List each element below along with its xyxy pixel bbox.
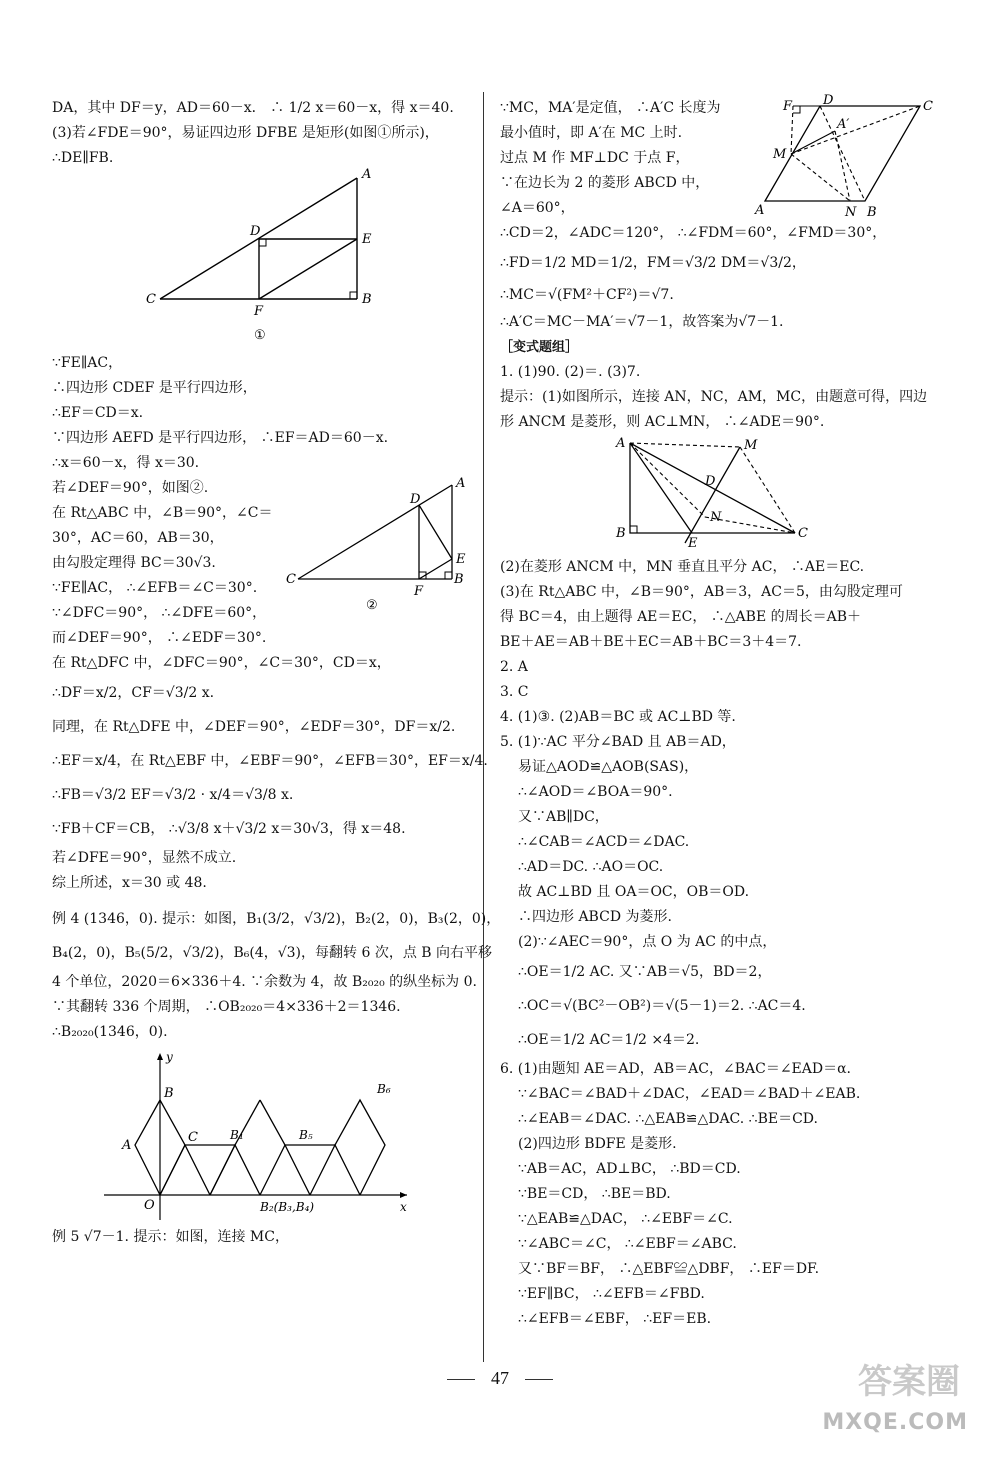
svg-text:A: A bbox=[122, 1138, 132, 1153]
point-label: A bbox=[362, 167, 372, 182]
svg-text:M: M bbox=[744, 438, 758, 453]
figure-caption: ① bbox=[254, 328, 266, 343]
text-line: ∵FE∥AC， ∴∠EFB＝∠C＝30°. bbox=[52, 580, 258, 596]
svg-text:F: F bbox=[783, 99, 793, 114]
text-line: 由勾股定理得 BC＝30√3. bbox=[52, 555, 216, 571]
text-line: ∴EF＝CD＝x. bbox=[52, 405, 144, 421]
text-line: (3)若∠FDE＝90°，易证四边形 DFBE 是矩形(如图①所示)， bbox=[52, 125, 439, 141]
text-line: 在 Rt△DFC 中，∠DFC＝90°，∠C＝30°，CD＝x， bbox=[52, 655, 391, 671]
text-line: ∴∠EFB＝∠EBF， ∴EF＝EB. bbox=[518, 1311, 712, 1327]
text-line: 故 AC⊥BD 且 OA＝OC，OB＝OD. bbox=[518, 884, 750, 900]
text-line: ∴∠EAB＝∠DAC. ∴△EAB≌△DAC. ∴BE＝CD. bbox=[518, 1111, 818, 1127]
text-line: ∴A′C＝MC－MA′＝√7－1，故答案为√7－1. bbox=[500, 314, 784, 330]
text-line: ∵∠BAC＝∠BAD＋∠DAC，∠EAD＝∠BAD＋∠EAB. bbox=[518, 1086, 861, 1102]
svg-text:D: D bbox=[823, 93, 834, 108]
figure-1 bbox=[52, 167, 472, 351]
text-line: 又∵BF＝BF， ∴△EBF≌△DBF， ∴EF＝DF. bbox=[518, 1261, 820, 1277]
text-line: ∠A＝60°， bbox=[500, 200, 575, 216]
example-4-line: B₄(2，0)，B₅(5/2，√3/2)，B₆(4，√3)，每翻转 6 次，点 B 向右平移 bbox=[52, 945, 493, 961]
svg-text:N: N bbox=[710, 510, 722, 525]
svg-text:M: M bbox=[773, 147, 787, 162]
svg-text:B: B bbox=[454, 572, 464, 587]
text-line: ∵AB＝AC，AD⊥BC， ∴BD＝CD. bbox=[518, 1161, 741, 1177]
svg-text:B₅: B₅ bbox=[299, 1128, 313, 1142]
answer-line: 5. (1)∵AC 平分∠BAD 且 AB＝AD， bbox=[500, 734, 736, 750]
text-line: ∴∠CAB＝∠ACD＝∠DAC. bbox=[518, 834, 690, 850]
text-line: ∴四边形 CDEF 是平行四边形， bbox=[52, 380, 257, 396]
section-title: ［变式题组］ bbox=[500, 340, 579, 355]
point-label: E bbox=[362, 232, 372, 247]
text-line: (2)∵∠AEC＝90°，点 O 为 AC 的中点， bbox=[518, 934, 777, 950]
answer-line: 6. (1)由题知 AE＝AD，AB＝AC，∠BAC＝∠EAD＝α. bbox=[500, 1061, 852, 1077]
text-line: (3)在 Rt△ABC 中，∠B＝90°，AB＝3，AC＝5，由勾股定理可 bbox=[500, 584, 903, 600]
text-line: 提示：(1)如图所示，连接 AN，NC，AM，MC，由题意可得，四边 bbox=[500, 389, 928, 405]
text-line: DA，其中 DF＝y，AD＝60－x． ∴ 1/2 x＝60－x，得 x＝40. bbox=[52, 100, 454, 116]
svg-text:B: B bbox=[616, 526, 626, 541]
point-label: D bbox=[250, 224, 261, 239]
svg-text:E: E bbox=[688, 536, 698, 551]
text-line: ∴AD＝DC. ∴AO＝OC. bbox=[518, 859, 664, 875]
point-label: B bbox=[362, 292, 372, 307]
text-line: BE＋AE＝AB＋BE＋EC＝AB＋BC＝3＋4＝7. bbox=[500, 634, 802, 650]
text-line: ∴CD＝2，∠ADC＝120°， ∴∠FDM＝60°，∠FMD＝30°， bbox=[500, 225, 887, 241]
figure-anc bbox=[500, 435, 930, 555]
svg-text:y: y bbox=[166, 1050, 173, 1064]
point-label: C bbox=[146, 292, 156, 307]
column-divider bbox=[483, 92, 484, 1362]
text-line: ∵FB＋CF＝CB， ∴√3/8 x＋√3/2 x＝30√3，得 x＝48. bbox=[52, 821, 406, 837]
text-line: 30°，AC＝60，AB＝30， bbox=[52, 530, 224, 546]
svg-text:O: O bbox=[144, 1198, 155, 1213]
svg-text:E: E bbox=[456, 552, 466, 567]
text-line: 1. (1)90. (2)＝. (3)7. bbox=[500, 364, 641, 380]
text-line: ∴OC＝√(BC²－OB²)＝√(5－1)＝2. ∴AC＝4. bbox=[518, 998, 806, 1014]
svg-text:B₆: B₆ bbox=[377, 1082, 391, 1096]
left-column bbox=[52, 96, 501, 1250]
text-line: 若∠DFE＝90°，显然不成立. bbox=[52, 850, 237, 866]
text-line: 最小值时，即 A′在 MC 上时. bbox=[500, 125, 683, 141]
svg-text:A′: A′ bbox=[837, 117, 850, 132]
answer-line: 2. A bbox=[500, 659, 528, 675]
text-line: 形 ANCM 是菱形，则 AC⊥MN， ∴∠ADE＝90°. bbox=[500, 414, 825, 430]
point-label: F bbox=[254, 304, 264, 319]
text-line: ∴FD＝1/2 MD＝1/2，FM＝√3/2 DM＝√3/2， bbox=[500, 255, 806, 271]
page-number: 47 bbox=[0, 1368, 1000, 1389]
text-line: 综上所述，x＝30 或 48. bbox=[52, 875, 207, 891]
text-line: (2)在菱形 ANCM 中，MN 垂直且平分 AC， ∴AE＝EC. bbox=[500, 559, 865, 575]
text-line: ∴四边形 ABCD 为菱形. bbox=[518, 909, 672, 925]
text-line: ∵FE∥AC， bbox=[52, 355, 123, 371]
svg-text:A: A bbox=[456, 476, 466, 491]
svg-text:C: C bbox=[286, 572, 296, 587]
figure-rhombus bbox=[755, 93, 933, 221]
text-line: 得 BC＝4，由上题得 AE＝EC， ∴△ABE 的周长＝AB＋ bbox=[500, 609, 862, 625]
text-line: ∴MC＝√(FM²＋CF²)＝√7. bbox=[500, 287, 674, 303]
text-line: 而∠DEF＝90°， ∴∠EDF＝30°. bbox=[52, 630, 267, 646]
svg-text:D: D bbox=[705, 474, 716, 489]
example-4-line: 例 4 (1346，0). 提示：如图，B₁(3/2，√3/2)，B₂(2，0)，B₃(2，0)， bbox=[52, 911, 501, 927]
svg-text:D: D bbox=[410, 492, 421, 507]
text-line: 又∵AB∥DC， bbox=[518, 809, 609, 825]
text-line: ∵在边长为 2 的菱形 ABCD 中， bbox=[500, 175, 710, 191]
right-column bbox=[500, 93, 933, 1332]
text-line: ∴FB＝√3/2 EF＝√3/2 · x/4＝√3/8 x. bbox=[52, 787, 294, 803]
figure-2 bbox=[284, 471, 474, 611]
text-line: ∴OE＝1/2 AC＝1/2 ×4＝2. bbox=[518, 1032, 700, 1048]
text-line: ∴OE＝1/2 AC. 又∵AB＝√5，BD＝2， bbox=[518, 964, 772, 980]
svg-text:B: B bbox=[867, 205, 877, 220]
text-line: 易证△AOD≌△AOB(SAS)， bbox=[518, 759, 699, 775]
answer-line: 4. (1)③. (2)AB＝BC 或 AC⊥BD 等. bbox=[500, 709, 736, 725]
text-line: ∵∠ABC＝∠C， ∴∠EBF＝∠ABC. bbox=[518, 1236, 737, 1252]
svg-text:B₁: B₁ bbox=[230, 1128, 244, 1142]
svg-text:F: F bbox=[414, 584, 424, 599]
svg-text:B₂(B₃,B₄): B₂(B₃,B₄) bbox=[260, 1200, 315, 1214]
svg-text:x: x bbox=[400, 1200, 407, 1214]
figure-caption: ② bbox=[366, 598, 378, 613]
text-line: (2)四边形 BDFE 是菱形. bbox=[518, 1136, 677, 1152]
text-line: ∴DF＝x/2，CF＝√3/2 x. bbox=[52, 685, 215, 701]
svg-text:A: A bbox=[755, 203, 765, 218]
svg-text:C: C bbox=[923, 99, 933, 114]
svg-text:N: N bbox=[845, 205, 857, 220]
text-line: 在 Rt△ABC 中，∠B＝90°，∠C＝ bbox=[52, 505, 273, 521]
watermark-logo: 答案圈 bbox=[858, 1362, 960, 1402]
svg-text:B: B bbox=[164, 1086, 174, 1101]
text-line: ∴EF＝x/4，在 Rt△EBF 中，∠EBF＝90°，∠EFB＝30°，EF＝x/4. bbox=[52, 753, 488, 769]
text-line: ∴∠AOD＝∠BOA＝90°. bbox=[518, 784, 673, 800]
svg-text:A: A bbox=[616, 436, 626, 451]
figure-flip bbox=[52, 1045, 472, 1225]
example-5-line: 例 5 √7－1. 提示：如图，连接 MC， bbox=[52, 1229, 289, 1245]
text-line: ∵∠DFC＝90°， ∴∠DFE＝60°， bbox=[52, 605, 267, 621]
watermark-url: MXQE.COM bbox=[822, 1410, 968, 1435]
text-line: ∵四边形 AEFD 是平行四边形， ∴EF＝AD＝60－x. bbox=[52, 430, 389, 446]
text-line: 同理，在 Rt△DFE 中，∠DEF＝90°，∠EDF＝30°，DF＝x/2. bbox=[52, 719, 456, 735]
text-line: ∵BE＝CD， ∴BE＝BD. bbox=[518, 1186, 671, 1202]
text-line: ∵EF∥BC， ∴∠EFB＝∠FBD. bbox=[518, 1286, 705, 1302]
svg-text:C: C bbox=[798, 526, 808, 541]
answer-line: 3. C bbox=[500, 684, 529, 700]
example-4-line: ∴B₂₀₂₀(1346，0). bbox=[52, 1024, 168, 1040]
svg-text:C: C bbox=[188, 1130, 198, 1145]
text-line: ∴DE∥FB. bbox=[52, 150, 114, 166]
example-4-line: 4 个单位，2020＝6×336＋4. ∵余数为 4，故 B₂₀₂₀ 的纵坐标为 0. bbox=[52, 974, 477, 990]
text-line: ∴x＝60－x，得 x＝30. bbox=[52, 455, 200, 471]
text-line: ∵△EAB≌△DAC， ∴∠EBF＝∠C. bbox=[518, 1211, 733, 1227]
text-line: ∵MC，MA′是定值， ∴A′C 长度为 bbox=[500, 100, 721, 116]
example-4-line: ∵其翻转 336 个周期， ∴OB₂₀₂₀＝4×336＋2＝1346. bbox=[52, 999, 401, 1015]
text-line: 过点 M 作 MF⊥DC 于点 F， bbox=[500, 150, 690, 166]
text-line: 若∠DEF＝90°，如图②. bbox=[52, 480, 209, 496]
